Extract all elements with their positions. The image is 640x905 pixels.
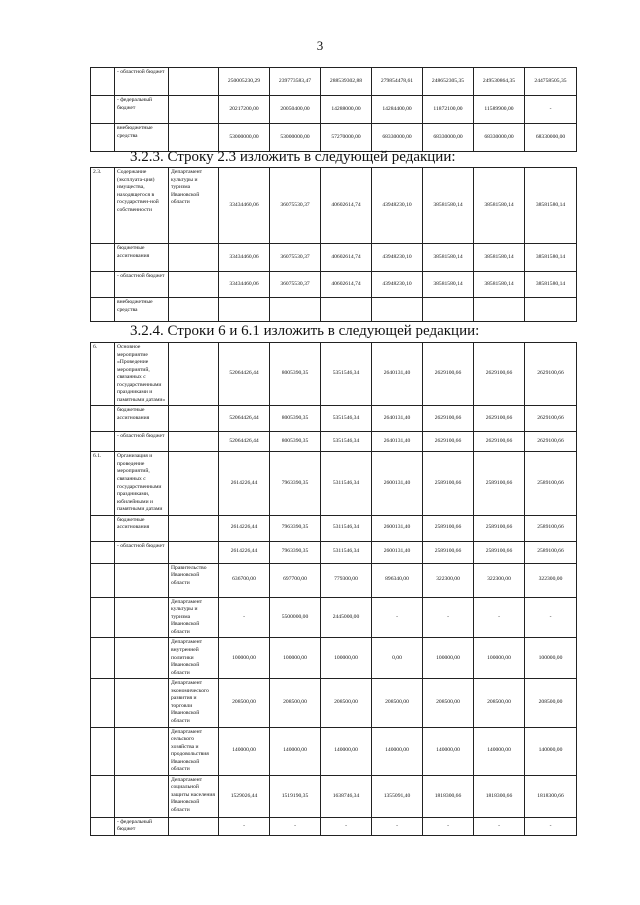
value-cell: 52064426,44	[219, 406, 270, 432]
table-row	[91, 432, 577, 452]
executor-cell	[169, 817, 219, 835]
row-number-cell	[91, 124, 115, 152]
value-cell: 322300,00	[474, 563, 525, 597]
table-row	[91, 298, 577, 322]
value-cell: 2589100,66	[423, 541, 474, 563]
value-cell: -	[321, 817, 372, 835]
value-cell: 7963390,35	[270, 541, 321, 563]
value-cell: 38581580,14	[474, 244, 525, 272]
value-cell: 38581580,14	[423, 168, 474, 244]
value-cell: 208500,00	[270, 679, 321, 727]
executor-cell	[169, 452, 219, 515]
table-row	[91, 244, 577, 272]
value-cell: -	[525, 817, 577, 835]
row-name-cell: внебюджетные средства	[115, 124, 169, 152]
value-cell	[525, 298, 577, 322]
value-cell: 68330000,00	[525, 124, 577, 152]
row-name-cell: - областной бюджет	[115, 432, 169, 452]
row-number-cell	[91, 775, 115, 817]
value-cell: 0,00	[372, 638, 423, 679]
value-cell: 248652305,35	[423, 68, 474, 96]
value-cell: 68330000,00	[474, 124, 525, 152]
value-cell: 2445000,00	[321, 597, 372, 638]
executor-cell: Правительство Ивановской области	[169, 563, 219, 597]
executor-cell	[169, 272, 219, 298]
table-row	[91, 727, 577, 775]
value-cell: 140000,00	[270, 727, 321, 775]
row-name-cell: Основное мероприятие «Проведение мероприятий, связанных с государственными праздниками и памятными датами»	[115, 343, 169, 406]
value-cell: 1818300,66	[423, 775, 474, 817]
table-row	[91, 817, 577, 835]
value-cell: 896340,00	[372, 563, 423, 597]
row-number-cell	[91, 727, 115, 775]
value-cell: 2640131,40	[372, 406, 423, 432]
value-cell: 2589100,66	[474, 452, 525, 515]
value-cell: 140000,00	[525, 727, 577, 775]
value-cell: 5311546,34	[321, 515, 372, 541]
value-cell: 2614226,44	[219, 515, 270, 541]
value-cell: 250005230,29	[219, 68, 270, 96]
executor-cell: Департамент культуры и туризма Ивановской области	[169, 597, 219, 638]
row-number-cell	[91, 515, 115, 541]
row-number-cell	[91, 817, 115, 835]
value-cell: 2629100,66	[423, 406, 474, 432]
executor-cell	[169, 244, 219, 272]
row-number-cell	[91, 244, 115, 272]
row-number-cell	[91, 679, 115, 727]
value-cell: 100000,00	[474, 638, 525, 679]
row-name-cell	[115, 727, 169, 775]
executor-cell	[169, 406, 219, 432]
value-cell: 53000000,00	[219, 124, 270, 152]
table-row	[91, 541, 577, 563]
row-name-cell: Содержание (эксплуата-ция) имущества, находящегося в государствен-ной собственности	[115, 168, 169, 244]
value-cell: 100000,00	[525, 638, 577, 679]
value-cell: 5351546,34	[321, 432, 372, 452]
value-cell: 636700,00	[219, 563, 270, 597]
table-row	[91, 452, 577, 515]
value-cell: 779300,00	[321, 563, 372, 597]
executor-cell	[169, 298, 219, 322]
executor-cell: Департамент сельского хозяйства и продовольствия Ивановской области	[169, 727, 219, 775]
row-number-cell	[91, 68, 115, 96]
value-cell: 208500,00	[321, 679, 372, 727]
executor-cell: Департамент экономического развития и торговли Ивановской области	[169, 679, 219, 727]
value-cell: 5311546,34	[321, 541, 372, 563]
table-row	[91, 96, 577, 124]
row-name-cell	[115, 563, 169, 597]
value-cell: 68330000,00	[372, 124, 423, 152]
value-cell: 33434460,06	[219, 272, 270, 298]
row-name-cell: бюджетные ассигнования	[115, 515, 169, 541]
value-cell: 1355091,40	[372, 775, 423, 817]
value-cell: 1818300,66	[474, 775, 525, 817]
value-cell: -	[270, 817, 321, 835]
row-number-cell	[91, 96, 115, 124]
value-cell: 322300,00	[525, 563, 577, 597]
row-number-cell	[91, 563, 115, 597]
value-cell: 208500,00	[423, 679, 474, 727]
row-number-cell	[91, 298, 115, 322]
value-cell: 57270000,00	[321, 124, 372, 152]
value-cell: 43948230,10	[372, 244, 423, 272]
value-cell: -	[474, 597, 525, 638]
row-number-cell	[91, 406, 115, 432]
value-cell: 2629100,66	[474, 432, 525, 452]
value-cell: -	[219, 817, 270, 835]
table-row	[91, 515, 577, 541]
value-cell: 52064426,44	[219, 432, 270, 452]
value-cell: 100000,00	[219, 638, 270, 679]
row-name-cell: - федеральный бюджет	[115, 817, 169, 835]
value-cell: 2589100,66	[474, 515, 525, 541]
executor-cell	[169, 515, 219, 541]
value-cell: 36075530,37	[270, 168, 321, 244]
row-name-cell: - областной бюджет	[115, 541, 169, 563]
table-row	[91, 775, 577, 817]
value-cell: 5351546,34	[321, 343, 372, 406]
value-cell: 208500,00	[219, 679, 270, 727]
value-cell: 244758505,35	[525, 68, 577, 96]
value-cell: 2629100,66	[525, 406, 577, 432]
row-name-cell: - федеральный бюджет	[115, 96, 169, 124]
value-cell: -	[372, 817, 423, 835]
value-cell: 2589100,66	[474, 541, 525, 563]
value-cell: 36075530,37	[270, 272, 321, 298]
value-cell: 208500,00	[474, 679, 525, 727]
table-row	[91, 68, 577, 96]
row-name-cell	[115, 597, 169, 638]
value-cell: 2629100,66	[423, 343, 474, 406]
executor-cell	[169, 432, 219, 452]
value-cell: 288539302,88	[321, 68, 372, 96]
row-name-cell	[115, 775, 169, 817]
value-cell: 38581580,14	[423, 244, 474, 272]
value-cell: 53000000,00	[270, 124, 321, 152]
value-cell: 100000,00	[270, 638, 321, 679]
value-cell: 40602614,74	[321, 272, 372, 298]
value-cell	[372, 298, 423, 322]
value-cell: 11872100,00	[423, 96, 474, 124]
value-cell: 11589900,00	[474, 96, 525, 124]
value-cell: 38581580,14	[525, 244, 577, 272]
value-cell: 7963390,35	[270, 515, 321, 541]
value-cell: 38581580,14	[525, 272, 577, 298]
value-cell: -	[525, 96, 577, 124]
table-row	[91, 272, 577, 298]
value-cell: 20050400,00	[270, 96, 321, 124]
value-cell: 1638746,34	[321, 775, 372, 817]
value-cell: 40602614,74	[321, 168, 372, 244]
value-cell: 140000,00	[372, 727, 423, 775]
table-rows-6-and-6-1	[90, 342, 577, 836]
value-cell: -	[219, 597, 270, 638]
value-cell: 7963390,35	[270, 452, 321, 515]
table-row	[91, 679, 577, 727]
value-cell: 8005390,35	[270, 432, 321, 452]
executor-cell	[169, 68, 219, 96]
value-cell: 2589100,66	[525, 515, 577, 541]
section-heading-3-2-4: 3.2.4. Строки 6 и 6.1 изложить в следующей редакции:	[130, 323, 480, 339]
value-cell: 2589100,66	[525, 541, 577, 563]
value-cell: 1519190,35	[270, 775, 321, 817]
value-cell: 2589100,66	[525, 452, 577, 515]
value-cell: -	[474, 817, 525, 835]
value-cell: 2629100,66	[474, 343, 525, 406]
value-cell: 249530864,35	[474, 68, 525, 96]
executor-cell	[169, 343, 219, 406]
row-name-cell	[115, 679, 169, 727]
value-cell: 14288000,00	[321, 96, 372, 124]
row-name-cell: бюджетные ассигнования	[115, 406, 169, 432]
row-name-cell	[115, 638, 169, 679]
table-row-2-3	[90, 167, 577, 322]
value-cell: 14284400,00	[372, 96, 423, 124]
value-cell: 2640131,40	[372, 432, 423, 452]
row-number-cell	[91, 541, 115, 563]
value-cell: 2629100,66	[525, 343, 577, 406]
value-cell	[219, 298, 270, 322]
value-cell	[423, 298, 474, 322]
row-name-cell: - областной бюджет	[115, 272, 169, 298]
value-cell: 140000,00	[321, 727, 372, 775]
value-cell: 100000,00	[423, 638, 474, 679]
table-row	[91, 124, 577, 152]
value-cell: 1529026,44	[219, 775, 270, 817]
row-number-cell	[91, 638, 115, 679]
value-cell: 40602614,74	[321, 244, 372, 272]
row-number-cell: 6.1.	[91, 452, 115, 515]
executor-cell	[169, 96, 219, 124]
value-cell: 2589100,66	[423, 452, 474, 515]
row-number-cell	[91, 597, 115, 638]
value-cell: 2614226,44	[219, 541, 270, 563]
table-row	[91, 168, 577, 244]
table-area-budget	[90, 67, 577, 152]
value-cell: 33434460,06	[219, 244, 270, 272]
value-cell: 52064426,44	[219, 343, 270, 406]
value-cell: 2589100,66	[423, 515, 474, 541]
table-row	[91, 343, 577, 406]
value-cell: 43948230,10	[372, 168, 423, 244]
value-cell: 208500,00	[525, 679, 577, 727]
value-cell: 697700,00	[270, 563, 321, 597]
value-cell: -	[525, 597, 577, 638]
value-cell: 140000,00	[474, 727, 525, 775]
row-name-cell: бюджетные ассигнования	[115, 244, 169, 272]
value-cell: 2600131,40	[372, 541, 423, 563]
value-cell: 5351546,34	[321, 406, 372, 432]
value-cell: 38581580,14	[525, 168, 577, 244]
value-cell: -	[423, 817, 474, 835]
table-row	[91, 597, 577, 638]
executor-cell: Департамент культуры и туризма Ивановской области	[169, 168, 219, 244]
executor-cell	[169, 124, 219, 152]
value-cell	[321, 298, 372, 322]
row-number-cell	[91, 432, 115, 452]
value-cell: 100000,00	[321, 638, 372, 679]
value-cell: 8005390,35	[270, 343, 321, 406]
value-cell: 1818300,66	[525, 775, 577, 817]
page-number: 3	[316, 38, 324, 53]
value-cell: 43948230,10	[372, 272, 423, 298]
value-cell: 5311546,34	[321, 452, 372, 515]
table-row	[91, 406, 577, 432]
table-row	[91, 638, 577, 679]
row-name-cell: внебюджетные средства	[115, 298, 169, 322]
value-cell: 8005390,35	[270, 406, 321, 432]
value-cell	[270, 298, 321, 322]
value-cell: 239773583,47	[270, 68, 321, 96]
value-cell: 38581580,14	[423, 272, 474, 298]
value-cell: 20217200,00	[219, 96, 270, 124]
table-row	[91, 563, 577, 597]
value-cell: 140000,00	[423, 727, 474, 775]
value-cell: -	[423, 597, 474, 638]
value-cell: 2640131,40	[372, 343, 423, 406]
value-cell: 322300,00	[423, 563, 474, 597]
value-cell: 208500,00	[372, 679, 423, 727]
executor-cell	[169, 541, 219, 563]
value-cell: 2600131,40	[372, 452, 423, 515]
row-name-cell: - областной бюджет	[115, 68, 169, 96]
value-cell: 38581580,14	[474, 168, 525, 244]
value-cell: 36075530,37	[270, 244, 321, 272]
value-cell: 2629100,66	[474, 406, 525, 432]
value-cell: 2614226,44	[219, 452, 270, 515]
executor-cell: Департамент внутренней политики Ивановской области	[169, 638, 219, 679]
row-number-cell: 2.3.	[91, 168, 115, 244]
value-cell: 140000,00	[219, 727, 270, 775]
value-cell: 2600131,40	[372, 515, 423, 541]
value-cell: 38581580,14	[474, 272, 525, 298]
value-cell	[474, 298, 525, 322]
value-cell: 5500000,00	[270, 597, 321, 638]
value-cell: 2629100,66	[423, 432, 474, 452]
value-cell: 68330000,00	[423, 124, 474, 152]
value-cell: 279854478,61	[372, 68, 423, 96]
section-heading-3-2-3: 3.2.3. Строку 2.3 изложить в следующей редакции:	[130, 149, 456, 165]
executor-cell: Департамент социальной защиты населения Ивановской области	[169, 775, 219, 817]
value-cell: 2629100,66	[525, 432, 577, 452]
value-cell: -	[372, 597, 423, 638]
row-number-cell	[91, 272, 115, 298]
row-name-cell: Организация и проведение мероприятий, связанных с государственными праздниками, юбилейными и памятными датами	[115, 452, 169, 515]
row-number-cell: 6.	[91, 343, 115, 406]
value-cell: 33434460,06	[219, 168, 270, 244]
